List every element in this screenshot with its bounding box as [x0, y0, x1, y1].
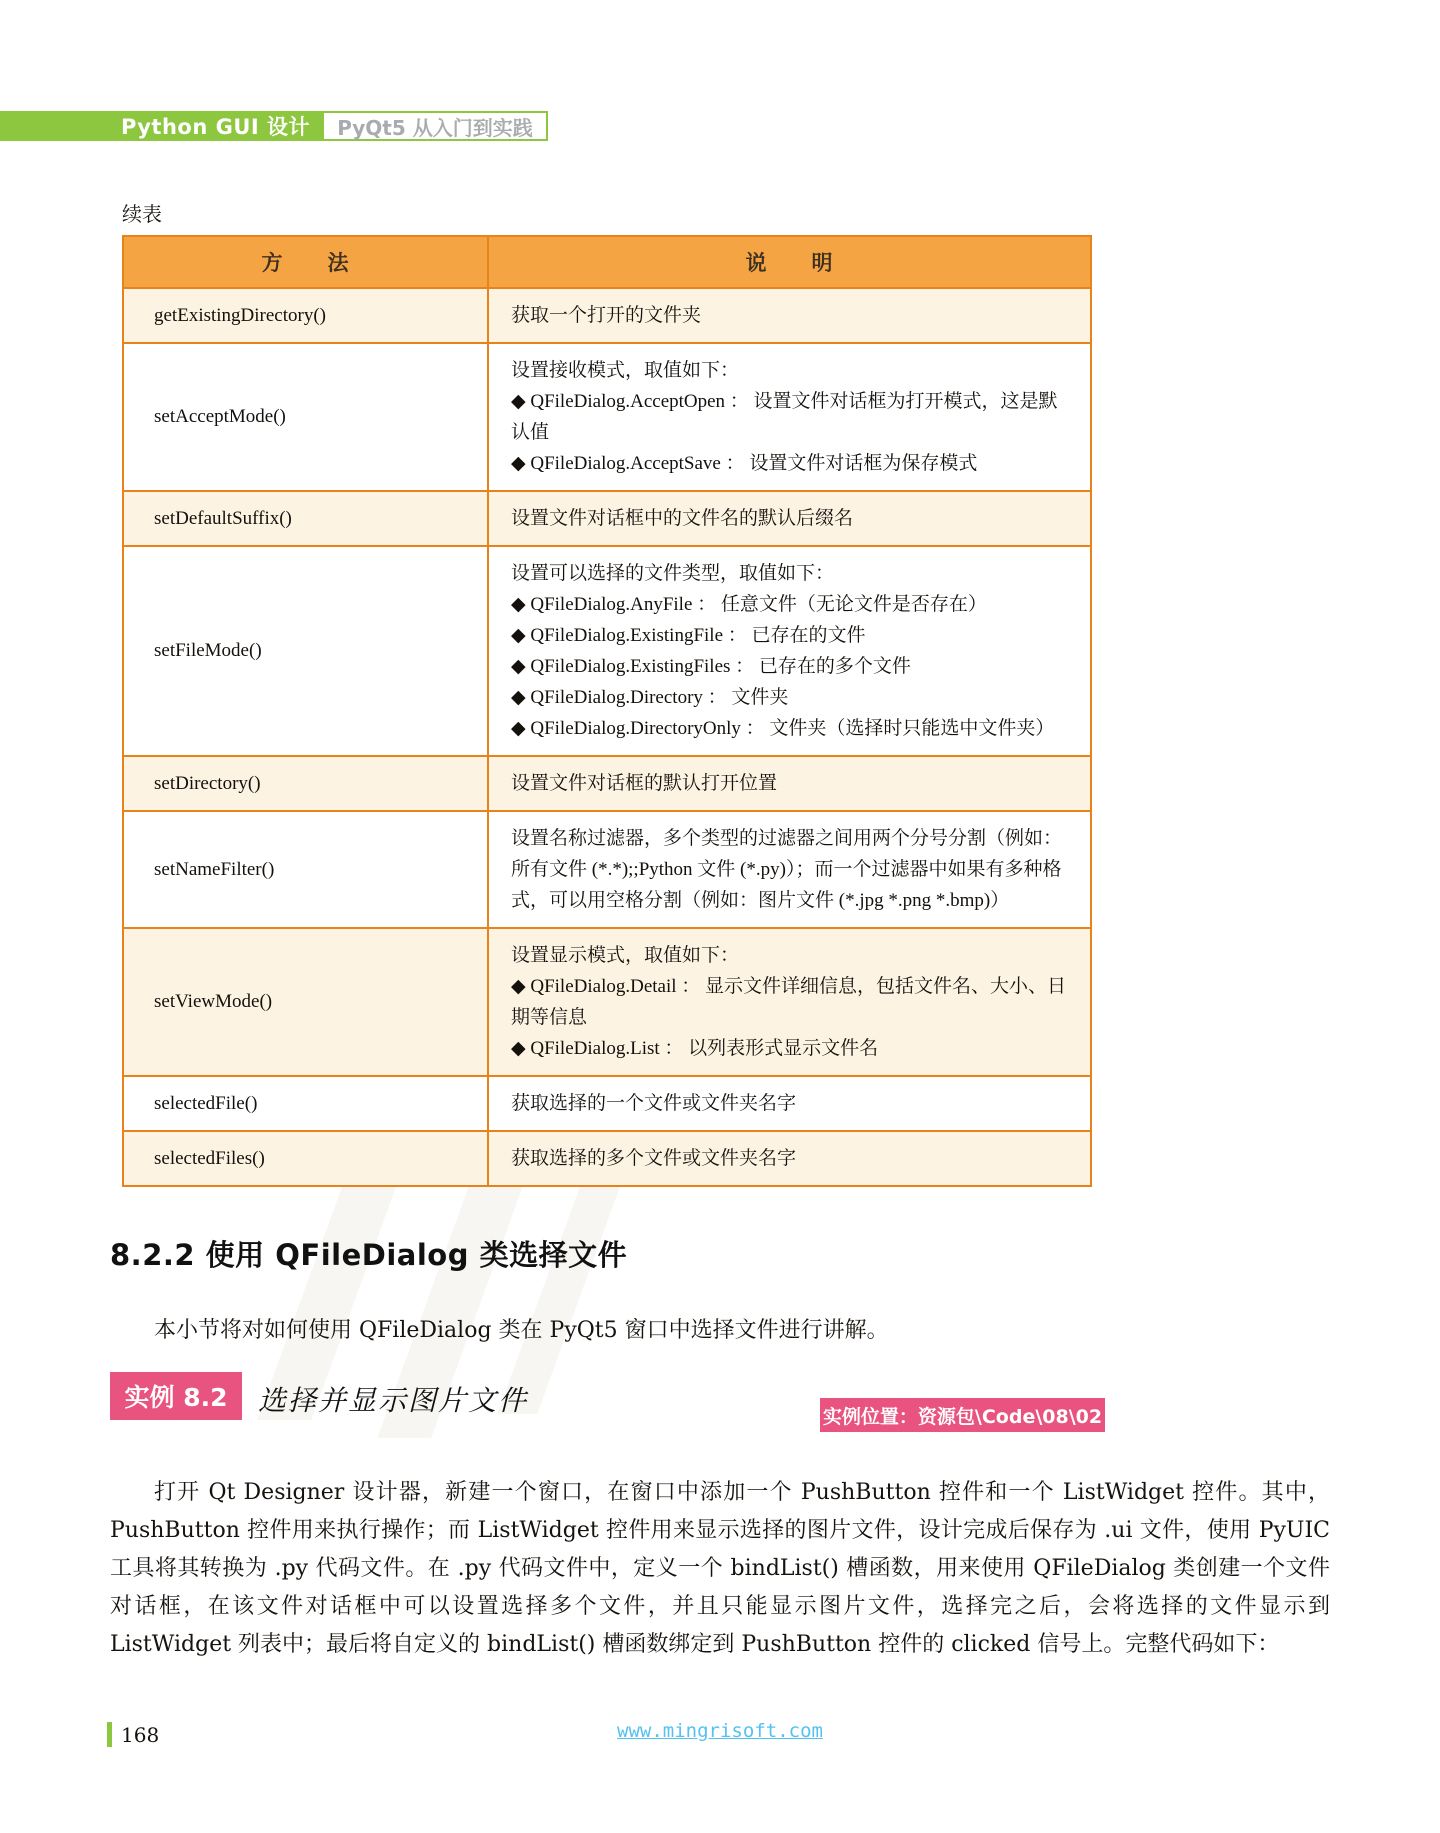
- table-row: [123, 1076, 1091, 1131]
- description-line: 设置文件对话框的默认打开位置: [511, 773, 778, 794]
- method-cell: selectedFile(): [123, 1076, 488, 1131]
- table-row: [123, 546, 1091, 756]
- description-cell: [488, 546, 1091, 756]
- description-line: ◆ QFileDialog.Detail ： 显示文件详细信息，包括文件名、大小、日期等信息: [511, 976, 1067, 1028]
- method-cell: setAcceptMode(): [123, 343, 488, 491]
- table-continued-note: 续表: [122, 202, 162, 226]
- table-body: [123, 288, 1091, 1186]
- table-row: [123, 1131, 1091, 1186]
- description-line: 设置可以选择的文件类型，取值如下：: [511, 563, 835, 584]
- book-subtitle: PyQt5 从入门到实践: [337, 115, 533, 140]
- table-row: [123, 811, 1091, 928]
- description-cell: [488, 928, 1091, 1076]
- table-row: [123, 288, 1091, 343]
- page-number: 168: [121, 1722, 160, 1747]
- description-line: ◆ QFileDialog.ExistingFile ： 已存在的文件: [511, 625, 866, 646]
- method-cell: setDefaultSuffix(): [123, 491, 488, 546]
- description-line: ◆ QFileDialog.List ： 以列表形式显示文件名: [511, 1038, 879, 1059]
- description-line: 设置文件对话框中的文件名的默认后缀名: [511, 508, 854, 529]
- footer-link-wrap: [0, 1720, 1440, 1742]
- table-row: [123, 491, 1091, 546]
- description-line: ◆ QFileDialog.AcceptSave ： 设置文件对话框为保存模式: [511, 453, 978, 474]
- method-cell: setDirectory(): [123, 756, 488, 811]
- example-location-badge: 实例位置：资源包\Code\08\02: [820, 1398, 1105, 1432]
- description-cell: [488, 343, 1091, 491]
- table-header-row: [123, 236, 1091, 288]
- description-line: 设置名称过滤器，多个类型的过滤器之间用两个分号分割（例如：所有文件 (*.*);;Python 文件 (*.py)）；而一个过滤器中如果有多种格式，可以用空格分割（例如：图片文件 (*.jpg *.png *.bmp)）: [511, 828, 1063, 911]
- publisher-site-link[interactable]: www.mingrisoft.com: [617, 1720, 823, 1742]
- method-cell: setNameFilter(): [123, 811, 488, 928]
- table-header: [123, 236, 1091, 288]
- body-paragraph: 打开 Qt Designer 设计器，新建一个窗口，在窗口中添加一个 PushButton 控件和一个 ListWidget 控件。其中，PushButton 控件用来执行操作；而 ListWidget 控件用来显示选择的图片文件，设计完成后保存为 .ui 文件，使用 PyUIC 工具将其转换为 .py 代码文件。在 .py 代码文件中，定义一个 bindList() 槽函数，用来使用 QFileDialog 类创建一个文件对话框，在该文件对话框中可以设置选择多个文件，并且只能显示图片文件，选择完之后，会将选择的文件显示到 ListWidget 列表中；最后将自定义的 bindList() 槽函数绑定到 PushButton 控件的 clicked 信号上。完整代码如下：: [110, 1480, 1330, 1657]
- description-line: ◆ QFileDialog.AcceptOpen ： 设置文件对话框为打开模式，这是默认值: [511, 391, 1058, 443]
- description-cell: [488, 811, 1091, 928]
- method-cell: getExistingDirectory(): [123, 288, 488, 343]
- description-line: 获取一个打开的文件夹: [511, 305, 702, 326]
- intro-paragraph: 本小节将对如何使用 QFileDialog 类在 PyQt5 窗口中选择文件进行讲解。: [154, 1318, 889, 1343]
- description-line: ◆ QFileDialog.DirectoryOnly ： 文件夹（选择时只能选中文件夹）: [511, 718, 1055, 739]
- method-cell: selectedFiles(): [123, 1131, 488, 1186]
- description-cell: [488, 1131, 1091, 1186]
- description-line: ◆ QFileDialog.Directory ： 文件夹: [511, 687, 789, 708]
- description-cell: [488, 756, 1091, 811]
- example-title: 选择并显示图片文件: [258, 1384, 529, 1417]
- example-banner: [110, 1372, 1330, 1436]
- description-line: 设置接收模式，取值如下：: [511, 360, 740, 381]
- book-title: Python GUI 设计: [120, 115, 310, 139]
- section-heading: 8.2.2 使用 QFileDialog 类选择文件: [110, 1238, 628, 1272]
- qfiledialog-method-table: [122, 235, 1092, 1187]
- example-badge: 实例 8.2: [110, 1372, 242, 1420]
- table-row: [123, 343, 1091, 491]
- description-line: ◆ QFileDialog.ExistingFiles ： 已存在的多个文件: [511, 656, 911, 677]
- table-row: [123, 756, 1091, 811]
- description-line: 设置显示模式，取值如下：: [511, 945, 740, 966]
- col-header-method: 方 法: [123, 236, 488, 288]
- description-cell: [488, 491, 1091, 546]
- description-line: 获取选择的多个文件或文件夹名字: [511, 1148, 797, 1169]
- description-cell: [488, 1076, 1091, 1131]
- col-header-description: 说 明: [488, 236, 1091, 288]
- table-row: [123, 928, 1091, 1076]
- description-line: ◆ QFileDialog.AnyFile ： 任意文件（无论文件是否存在）: [511, 594, 987, 615]
- description-line: 获取选择的一个文件或文件夹名字: [511, 1093, 797, 1114]
- method-cell: setViewMode(): [123, 928, 488, 1076]
- main-content: [110, 0, 1330, 1664]
- description-cell: [488, 288, 1091, 343]
- method-cell: setFileMode(): [123, 546, 488, 756]
